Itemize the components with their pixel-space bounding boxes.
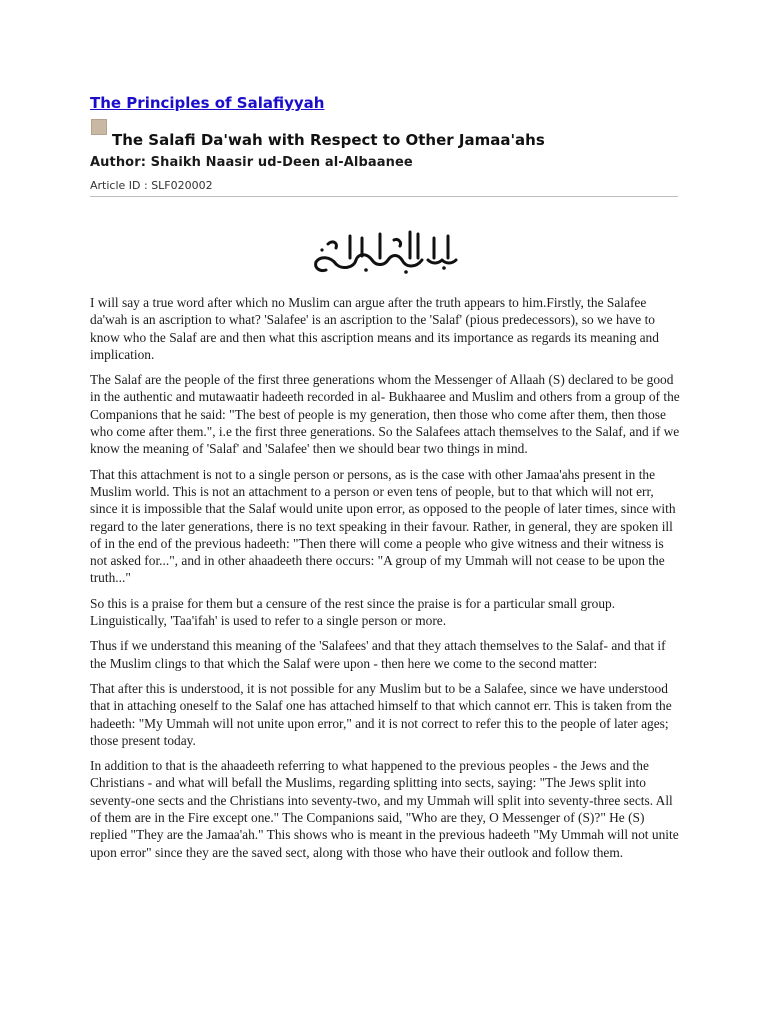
section-link[interactable]: The Principles of Salafiyyah bbox=[90, 94, 325, 112]
article-icon bbox=[91, 119, 107, 135]
author-line: Author: Shaikh Naasir ud-Deen al-Albaanee bbox=[90, 155, 413, 170]
article-body bbox=[90, 294, 680, 869]
divider bbox=[90, 196, 678, 197]
paragraph: So this is a praise for them but a censure of the rest since the praise is for a particular small group. Linguistically, 'Taa'ifah' is used to refer to a single person or more. bbox=[90, 595, 616, 629]
paragraph: Thus if we understand this meaning of the 'Salafees' and that they attach themselves to the Salaf- and that if the Muslim clings to that which the Salaf were upon - then here we come to the second matter: bbox=[90, 638, 666, 671]
paragraph: That this attachment is not to a single person or persons, as is the case with other Jamaa'ahs present in the Muslim world. This is not an attachment to a person or even tens of people, but to that which will not err, since it is impossible that the Salaf would unite upon error, as opposed to the people of later times, since with regard to the later generations, there is no text speaking in their favour. Rather, in general, they are spoken ill of in the end of the previous hadeeth: "Then there will come a people who give witness and their witness is not asked for...", and in other ahaadeeth there occurs: "A group of my Ummah will not cease to be upon the truth..." bbox=[90, 466, 676, 586]
article-id: Article ID : SLF020002 bbox=[90, 179, 213, 192]
article-title: The Salafi Da'wah with Respect to Other Jamaa'ahs bbox=[112, 131, 545, 149]
paragraph: I will say a true word after which no Muslim can argue after the truth appears to him.Firstly, the Salafee da'wah is an ascription to what? 'Salafee' is an ascription to the 'Salaf' (pious predecessors), so we have to know who the Salaf are and then what this ascription means and its importance as regards its meaning and implication. bbox=[90, 295, 659, 362]
paragraph: That after this is understood, it is not possible for any Muslim but to be a Salafee, since we have understood that in attaching oneself to the Salaf one has attached himself to that which cannot err. This is taken from the hadeeth: "My Ummah will not unite upon error," and it is not correct to refer this to the people of later ages; those present today. bbox=[90, 680, 672, 748]
paragraph: The Salaf are the people of the first three generations whom the Messenger of Allaah (S) declared to be good in the authentic and mutawaatir hadeeth recorded in al- Bukhaaree and Muslim and others from a group of the Companions that he said: "The best of people is my generation, then those who come after them, then those who come after them.", i.e the first three generations. So the Salafees attach themselves to the Salaf, and if we know the meaning of 'Salaf' and 'Salafee' then we should bear two things in mind. bbox=[90, 372, 680, 457]
bismillah-calligraphy-icon bbox=[306, 224, 466, 278]
paragraph: In addition to that is the ahaadeeth referring to what happened to the previous peoples - the Jews and the Christians - and what will befall the Muslims, regarding splitting into sects, saying: "The Jews split into seventy-one sects and the Christians into seventy-two, and my Ummah will split into seventy-three sects. All of them are in the Fire except one." The Companions said, "Who are they, O Messenger of (S)?" He (S) replied "They are the Jamaa'ah." This shows who is meant in the previous hadeeth "My Ummah will not unite upon error" since they are the saved sect, along with those who have their outlook and follow them. bbox=[90, 758, 679, 860]
